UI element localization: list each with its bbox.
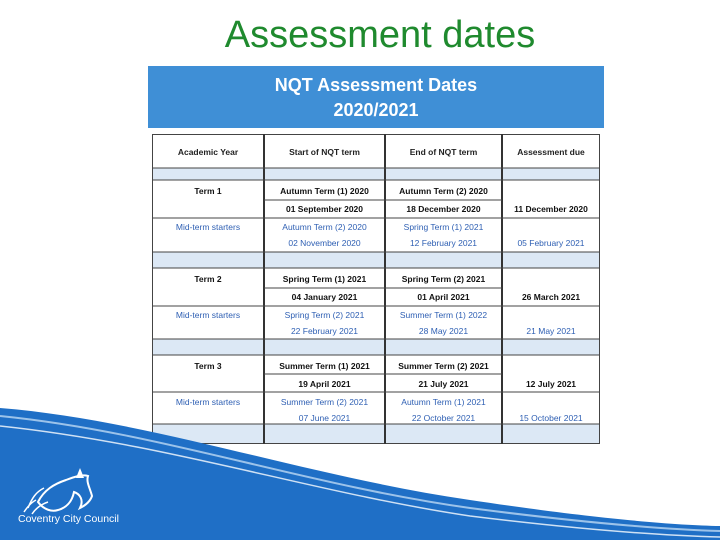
document-header [148,66,604,128]
term2-mid-start-term: Spring Term (2) 2021 [284,310,365,320]
term3-mid-end-date: 22 October 2021 [411,413,476,423]
term1-start-term: Autumn Term (1) 2020 [280,186,369,196]
row-label-term1-mid: Mid-term starters [175,222,241,232]
slide-title: Assessment dates [224,14,536,56]
row-label-term3-mid: Mid-term starters [175,397,241,407]
term2-end-term: Spring Term (2) 2021 [401,274,486,284]
term2-mid-end-date: 28 May 2021 [418,326,469,336]
term1-end-date: 18 December 2020 [406,204,481,214]
document-title: NQT Assessment Dates [274,75,478,95]
term1-mid-start-date: 02 November 2020 [288,238,361,248]
term1-mid-end-term: Spring Term (1) 2021 [403,222,484,232]
term3-mid-start-term: Summer Term (2) 2021 [280,397,369,407]
term2-mid-start-date: 22 February 2021 [290,326,359,336]
term3-end-term: Summer Term (2) 2021 [398,361,489,371]
term2-mid-assessment-due: 21 May 2021 [526,326,576,336]
row-label-term3: Term 3 [194,361,222,371]
term1-end-term: Autumn Term (2) 2020 [399,186,488,196]
term2-end-date: 01 April 2021 [417,292,470,302]
term1-mid-end-date: 12 February 2021 [409,238,478,248]
term3-start-term: Summer Term (1) 2021 [279,361,370,371]
term1-start-date: 01 September 2020 [285,204,364,214]
term2-mid-end-term: Summer Term (1) 2022 [399,310,488,320]
term1-mid-assessment-due: 05 February 2021 [517,238,585,248]
term3-start-date: 19 April 2021 [298,379,351,389]
term2-start-date: 04 January 2021 [291,292,358,302]
col-header-assessment-due: Assessment due [517,147,585,157]
term3-mid-end-term: Autumn Term (1) 2021 [401,397,486,407]
row-label-term2-mid: Mid-term starters [175,310,241,320]
term2-start-term: Spring Term (1) 2021 [282,274,367,284]
row-label-term2: Term 2 [194,274,222,284]
term1-assessment-due: 11 December 2020 [514,204,588,214]
term2-assessment-due: 26 March 2021 [521,292,581,302]
col-header-start: Start of NQT term [289,147,360,157]
term3-assessment-due: 12 July 2021 [525,379,577,389]
term1-mid-start-term: Autumn Term (2) 2020 [282,222,367,232]
council-logo-text: Coventry City Council [18,513,119,525]
col-header-academic-year: Academic Year [177,147,239,157]
col-header-end: End of NQT term [409,147,478,157]
document-year: 2020/2021 [333,100,419,120]
term3-mid-assessment-due: 15 October 2021 [519,413,583,423]
row-label-term1: Term 1 [194,186,222,196]
term3-end-date: 21 July 2021 [418,379,469,389]
term3-mid-start-date: 07 June 2021 [298,413,351,423]
